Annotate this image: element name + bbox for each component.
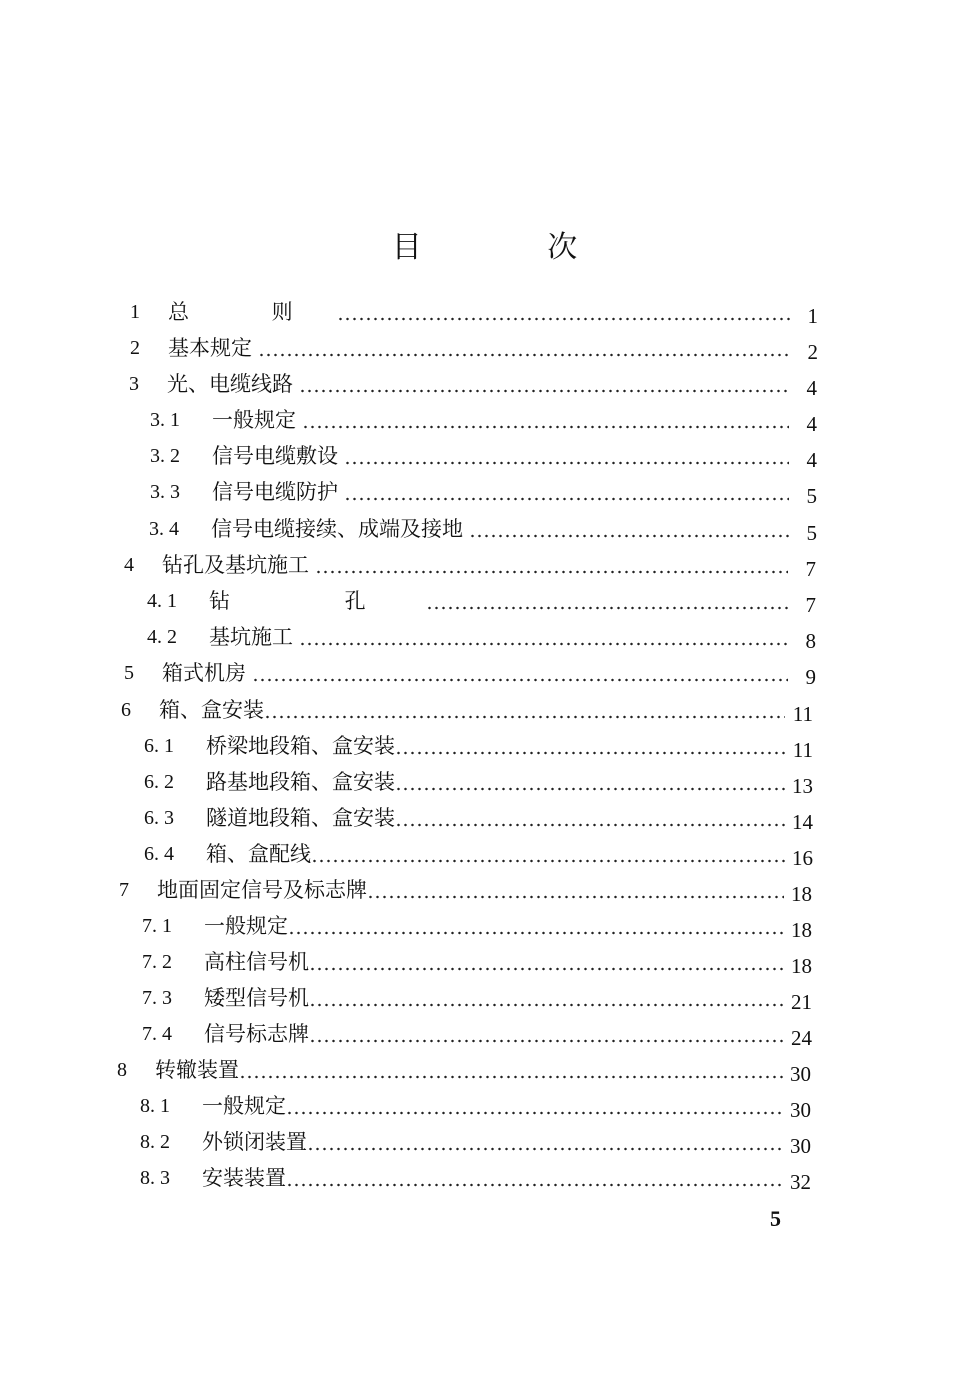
toc-entry-3-3[interactable] (150, 476, 817, 508)
toc-entry-3-1[interactable] (150, 404, 817, 436)
toc-entry-number: 8 (117, 1059, 127, 1081)
toc-entry-label: 安装装置 (202, 1166, 286, 1190)
dot-leader (395, 751, 785, 755)
toc-entry-4[interactable] (124, 549, 816, 581)
dot-leader (288, 931, 784, 935)
toc-entry-label: 信号标志牌 (204, 1022, 309, 1046)
toc-entry-page: 13 (792, 774, 813, 798)
toc-entry-page: 18 (791, 882, 812, 906)
dot-leader (309, 1039, 784, 1043)
toc-entry-page: 24 (791, 1026, 812, 1050)
dot-leader (395, 787, 785, 791)
toc-entry-6-3[interactable] (144, 802, 813, 834)
toc-entry-label: 信号电缆敷设 (212, 444, 338, 468)
toc-entry-page: 21 (791, 990, 812, 1014)
dot-leader (286, 1111, 783, 1115)
dot-leader (344, 461, 789, 465)
toc-entry-number: 7. 2 (142, 951, 172, 973)
toc-entry-number: 6. 1 (144, 735, 174, 757)
toc-entry-7-4[interactable] (142, 1018, 812, 1050)
toc-entry-7-3[interactable] (142, 982, 812, 1014)
toc-entry-page: 4 (806, 376, 817, 400)
toc-entry-label: 基坑施工 (209, 625, 293, 649)
toc-entry-3-4[interactable] (149, 513, 817, 545)
toc-entry-label: 转辙装置 (155, 1058, 239, 1082)
toc-entry-number: 3. 4 (149, 518, 179, 540)
toc-entry-page: 7 (805, 557, 816, 581)
dot-leader (252, 678, 788, 682)
toc-entry-number: 5 (124, 662, 134, 684)
toc-entry-page: 4 (806, 412, 817, 436)
toc-entry-number: 6. 2 (144, 771, 174, 793)
toc-entry-number: 7 (119, 879, 129, 901)
toc-entry-number: 7. 1 (142, 915, 172, 937)
toc-entry-label: 基本规定 (168, 336, 252, 360)
toc-entry-number: 7. 3 (142, 987, 172, 1009)
dot-leader (239, 1075, 783, 1079)
toc-entry-number: 3 (129, 373, 139, 395)
toc-entry-page: 5 (806, 484, 817, 508)
page-title: 目 次 (391, 230, 636, 265)
toc-entry-label: 信号电缆接续、成端及接地 (211, 517, 463, 541)
dot-leader (344, 497, 789, 501)
toc-entry-6-2[interactable] (144, 766, 813, 798)
toc-entry-page: 11 (792, 702, 813, 726)
toc-entry-number: 6 (121, 699, 131, 721)
toc-entry-label: 钻孔及基坑施工 (162, 553, 309, 577)
toc-entry-6-4[interactable] (144, 838, 813, 870)
dot-leader (302, 425, 789, 429)
toc-entry-2[interactable] (130, 332, 818, 364)
toc-entry-number: 8. 1 (140, 1095, 170, 1117)
toc-entry-number: 1 (130, 301, 140, 323)
toc-entry-page: 4 (806, 448, 817, 472)
toc-entry-label: 一般规定 (212, 408, 296, 432)
dot-leader (315, 570, 788, 574)
toc-entry-number: 4. 2 (147, 626, 177, 648)
toc-entry-page: 32 (790, 1170, 811, 1194)
toc-entry-label: 钻 孔 (209, 589, 420, 613)
dot-leader (258, 353, 790, 357)
toc-entry-number: 6. 3 (144, 807, 174, 829)
toc-entry-page: 30 (790, 1062, 811, 1086)
toc-entry-page: 2 (807, 340, 818, 364)
toc-entry-label: 高柱信号机 (204, 950, 309, 974)
toc-entry-page: 5 (806, 521, 817, 545)
toc-entry-4-2[interactable] (147, 621, 816, 653)
toc-entry-page: 18 (791, 954, 812, 978)
toc-entry-label: 外锁闭装置 (202, 1130, 307, 1154)
dot-leader (286, 1183, 783, 1187)
toc-entry-number: 8. 2 (140, 1131, 170, 1153)
toc-entry-number: 8. 3 (140, 1167, 170, 1189)
toc-entry-number: 4. 1 (147, 590, 177, 612)
toc-entry-label: 光、电缆线路 (167, 372, 293, 396)
toc-entry-label: 地面固定信号及标志牌 (157, 878, 367, 902)
dot-leader (337, 317, 790, 321)
toc-entry-8-3[interactable] (140, 1162, 811, 1194)
toc-entry-number: 3. 1 (150, 409, 180, 431)
toc-entry-page: 18 (791, 918, 812, 942)
toc-entry-label: 一般规定 (204, 914, 288, 938)
toc-entry-page: 30 (790, 1134, 811, 1158)
toc-entry-3-2[interactable] (150, 440, 817, 472)
toc-entry-5[interactable] (124, 657, 816, 689)
dot-leader (426, 606, 788, 610)
table-of-contents (0, 296, 969, 1196)
page-number: 5 (770, 1206, 781, 1231)
toc-entry-1[interactable] (130, 296, 818, 328)
toc-entry-label: 箱、盒配线 (206, 842, 311, 866)
toc-entry-3[interactable] (129, 368, 817, 400)
toc-entry-6-1[interactable] (144, 730, 813, 762)
toc-entry-7-2[interactable] (142, 946, 812, 978)
toc-entry-7-1[interactable] (142, 910, 812, 942)
toc-entry-number: 6. 4 (144, 843, 174, 865)
toc-entry-7[interactable] (119, 874, 812, 906)
dot-leader (307, 1147, 783, 1151)
toc-entry-page: 14 (792, 810, 813, 834)
toc-entry-8[interactable] (117, 1054, 811, 1086)
toc-entry-label: 隧道地段箱、盒安装 (206, 806, 395, 830)
toc-entry-page: 16 (792, 846, 813, 870)
toc-entry-label: 总 则 (168, 300, 331, 324)
toc-entry-number: 3. 3 (150, 481, 180, 503)
toc-entry-label: 路基地段箱、盒安装 (206, 770, 395, 794)
toc-entry-label: 信号电缆防护 (212, 480, 338, 504)
toc-entry-page: 11 (792, 738, 813, 762)
toc-entry-page: 8 (805, 629, 816, 653)
dot-leader (309, 967, 784, 971)
toc-entry-label: 一般规定 (202, 1094, 286, 1118)
toc-entry-6[interactable] (121, 694, 813, 726)
toc-entry-number: 7. 4 (142, 1023, 172, 1045)
toc-entry-number: 2 (130, 337, 140, 359)
toc-entry-8-2[interactable] (140, 1126, 811, 1158)
toc-entry-page: 7 (805, 593, 816, 617)
dot-leader (299, 389, 789, 393)
toc-entry-8-1[interactable] (140, 1090, 811, 1122)
dot-leader (395, 823, 785, 827)
toc-entry-label: 箱、盒安装 (159, 698, 264, 722)
toc-entry-page: 30 (790, 1098, 811, 1122)
toc-entry-number: 4 (124, 554, 134, 576)
toc-entry-page: 1 (807, 304, 818, 328)
dot-leader (367, 895, 784, 899)
dot-leader (264, 715, 785, 719)
toc-entry-label: 矮型信号机 (204, 986, 309, 1010)
toc-entry-label: 箱式机房 (162, 661, 246, 685)
dot-leader (309, 1003, 784, 1007)
toc-entry-number: 3. 2 (150, 445, 180, 467)
dot-leader (311, 859, 785, 863)
dot-leader (469, 534, 789, 538)
dot-leader (299, 642, 788, 646)
toc-entry-4-1[interactable] (147, 585, 816, 617)
toc-entry-page: 9 (805, 665, 816, 689)
toc-entry-label: 桥梁地段箱、盒安装 (206, 734, 395, 758)
